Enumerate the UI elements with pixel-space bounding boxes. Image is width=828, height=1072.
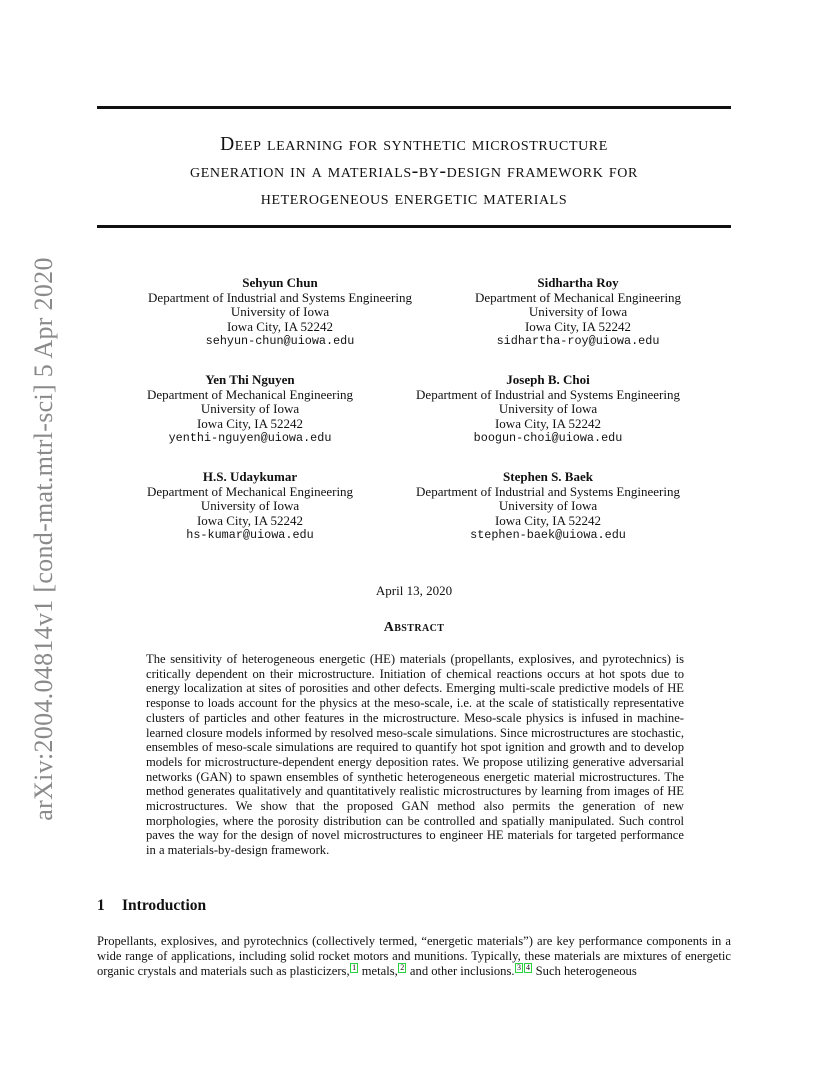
author-email[interactable]: yenthi-nguyen@uiowa.edu [168,431,332,446]
author-block [416,373,680,446]
author-city: Iowa City, IA 52242 [494,512,602,528]
title-line-2: generation in a materials-by-design framework for [190,161,638,182]
author-name: Joseph B. Choi [506,372,590,387]
arxiv-identifier: arXiv:2004.04814v1 [cond-mat.mtrl-sci] 5 Apr 2020 [29,257,58,821]
intro-text: and other inclusions. [406,964,515,979]
author-department: Department of Industrial and Systems Engineering [416,386,680,402]
author-city: Iowa City, IA 52242 [196,512,304,528]
author-block [147,470,353,543]
author-email[interactable]: stephen-baek@uiowa.edu [470,528,626,543]
title-line-3: heterogeneous energetic materials [260,188,568,209]
author-email[interactable]: hs-kumar@uiowa.edu [186,528,314,543]
author-email[interactable]: boogun-choi@uiowa.edu [473,431,623,446]
author-name: Sehyun Chun [242,275,318,290]
author-university: University of Iowa [230,304,330,320]
author-block [148,276,412,349]
author-email[interactable]: sidhartha-roy@uiowa.edu [496,334,660,349]
abstract-heading: Abstract [383,620,445,635]
author-university: University of Iowa [498,498,598,514]
intro-text: Propellants, explosives, and pyrotechnics (collectively termed, “energetic materials”) are key performance components in a wide range of applications, including solid rocket motors and munitions. Typically, these materials are mixtures of energetic organic crystals and materials such as plasticizers, [97,934,731,979]
title-line-1: Deep learning for synthetic microstructure [220,134,608,155]
author-block [147,373,353,446]
author-city: Iowa City, IA 52242 [196,415,304,431]
intro-paragraph [97,934,731,979]
section-heading [97,897,206,915]
author-block [416,470,680,543]
author-department: Department of Mechanical Engineering [474,289,682,305]
author-name: Yen Thi Nguyen [205,372,295,387]
author-department: Department of Mechanical Engineering [146,386,354,402]
author-department: Department of Mechanical Engineering [146,483,354,499]
citation-link[interactable]: 3 [517,963,522,973]
title-top-rule [97,106,731,109]
citation-link[interactable]: 1 [352,963,357,973]
section-title: Introduction [122,897,207,914]
intro-text: metals, [358,964,398,979]
author-department: Department of Industrial and Systems Engineering [148,289,412,305]
abstract-text: The sensitivity of heterogeneous energetic (HE) materials (propellants, explosives, and pyrotechnics) is critically dependent on their microstructure. Initiation of chemical reactions occurs at hot spots due to energy localization at sites of porosities and other defects. Emerging multi-scale predictive models of HE response to loads account for the physics at the meso-scale, i.e. at the scale of statistically representative clusters of particles and other features in the microstructure. Meso-scale physics is infused in machine-learned closure models informed by resolved meso-scale simulations. Since microstructures are stochastic, ensembles of meso-scale simulations are required to quantify hot spot ignition and growth and to develop models for microstructure-dependent energy deposition rates. We propose utilizing generative adversarial networks (GAN) to spawn ensembles of synthetic heterogeneous energetic material microstructures. The method generates qualitatively and quantitatively realistic microstructures by learning from images of HE microstructures. We show that the proposed GAN method also permits the generation of new morphologies, where the porosity distribution can be controlled and spatially manipulated. Such control paves the way for the design of novel microstructures to engineer HE materials for targeted performance in a materials-by-design framework. [146,652,684,858]
paper-date: April 13, 2020 [375,583,453,598]
author-university: University of Iowa [498,401,598,417]
paper-title [97,131,731,212]
author-name: Sidhartha Roy [537,275,619,290]
section-number: 1 [97,897,105,914]
citation-link[interactable]: 4 [526,963,531,973]
author-email[interactable]: sehyun-chun@uiowa.edu [205,334,355,349]
author-university: University of Iowa [200,498,300,514]
author-university: University of Iowa [200,401,300,417]
title-bottom-rule [97,225,731,228]
author-city: Iowa City, IA 52242 [524,318,632,334]
citation-link[interactable]: 2 [400,963,405,973]
author-city: Iowa City, IA 52242 [226,318,334,334]
author-department: Department of Industrial and Systems Engineering [416,483,680,499]
author-name: H.S. Udaykumar [202,469,298,484]
author-city: Iowa City, IA 52242 [494,415,602,431]
author-university: University of Iowa [528,304,628,320]
author-block [475,276,681,349]
author-name: Stephen S. Baek [503,469,593,484]
intro-text: Such heterogeneous [532,964,637,979]
